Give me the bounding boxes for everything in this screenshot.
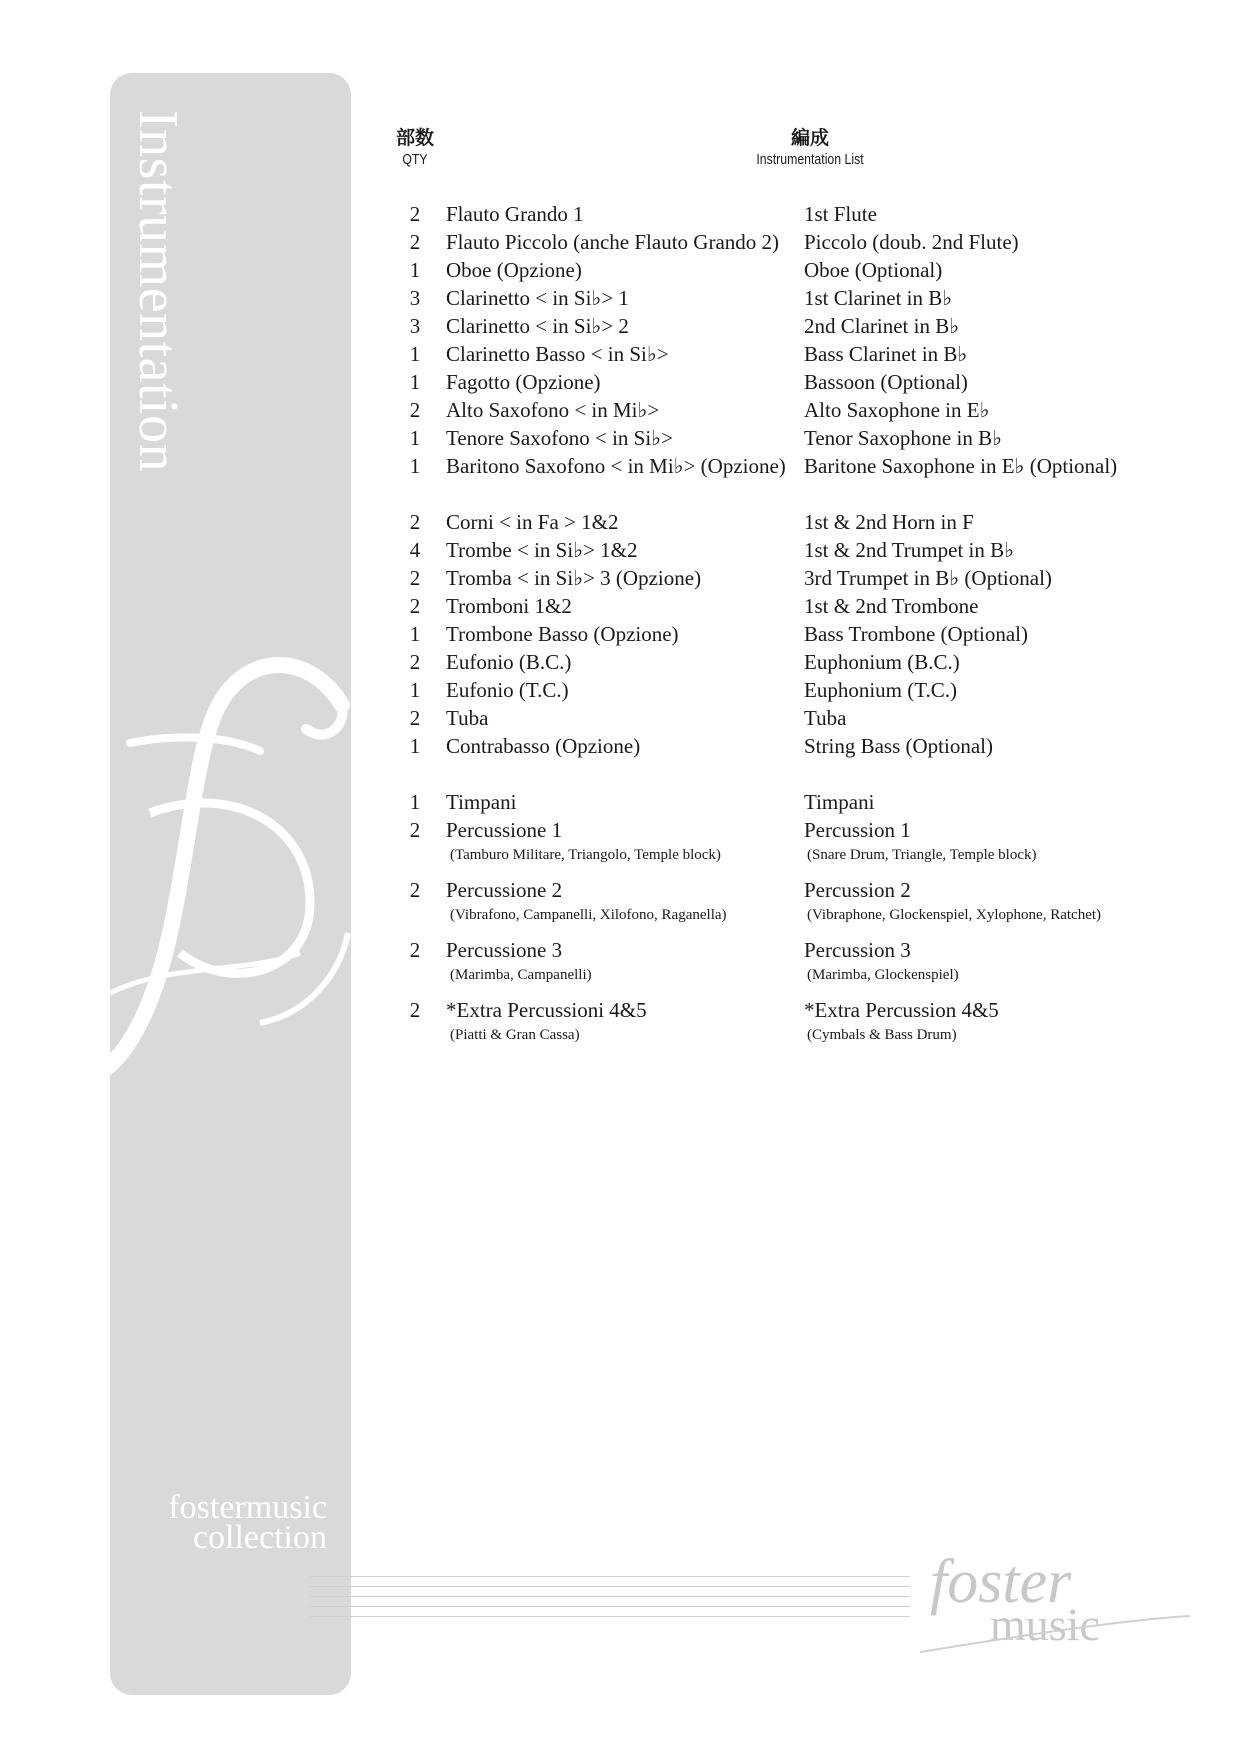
collection-line-1: fostermusic [168,1489,327,1526]
italian-name: Tenore Saxofono < in Si♭> [446,426,673,450]
italian-name: Eufonio (T.C.) [446,678,569,702]
qty-cell: 2 [409,202,421,226]
instrument-row [400,340,1200,368]
english-name: Alto Saxophone in E♭ [804,398,990,422]
collection-label [168,1489,327,1556]
instrument-row [400,312,1200,340]
english-detail: (Cymbals & Bass Drum) [807,1027,957,1043]
instrument-row [400,424,1200,452]
qty-cell: 4 [409,538,421,562]
english-name: Piccolo (doub. 2nd Flute) [804,230,1019,254]
qty-cell: 1 [409,790,421,814]
instrumentation-list [400,200,1200,1052]
instrument-row [400,228,1200,256]
italian-name: Flauto Piccolo (anche Flauto Grando 2) [446,230,780,254]
english-name: Timpani [804,790,875,814]
english-name: 1st & 2nd Horn in F [804,510,974,534]
english-name: 1st & 2nd Trumpet in B♭ [804,538,1015,562]
english-detail: (Vibraphone, Glockenspiel, Xylophone, Ratchet) [807,907,1102,923]
english-name: String Bass (Optional) [804,734,993,758]
italian-name: Clarinetto Basso < in Si♭> [446,342,669,366]
italian-name: Clarinetto < in Si♭> 2 [446,314,629,338]
italian-name: Percussione 2 [446,878,563,902]
italian-name: Trombone Basso (Opzione) [446,622,679,646]
list-header [700,128,920,170]
instrument-row [400,396,1200,424]
english-name: Bassoon (Optional) [804,370,968,394]
italian-name: Contrabasso (Opzione) [446,734,641,758]
instrument-row [400,256,1200,284]
english-name: Percussion 3 [804,938,911,962]
english-name: 2nd Clarinet in B♭ [804,314,960,338]
italian-detail: (Tamburo Militare, Triangolo, Temple block) [450,847,721,863]
instrument-subrow [400,1024,1200,1052]
qty-cell: 1 [409,734,421,758]
qty-cell: 2 [409,230,421,254]
side-title: Instrumentation [127,110,189,473]
list-header-en: Instrumentation List [756,151,864,168]
instrument-row [400,620,1200,648]
qty-cell: 1 [409,370,421,394]
italian-detail: (Piatti & Gran Cassa) [450,1027,580,1043]
qty-cell: 2 [409,878,421,902]
instrument-row [400,996,1200,1024]
qty-header [390,128,440,170]
qty-cell: 2 [409,998,421,1022]
english-name: Tuba [804,706,847,730]
english-name: 1st & 2nd Trombone [804,594,979,618]
italian-name: Tromba < in Si♭> 3 (Opzione) [446,566,702,590]
qty-cell: 2 [409,510,421,534]
english-name: Percussion 1 [804,818,911,842]
italian-name: Alto Saxofono < in Mi♭> [446,398,660,422]
instrument-row [400,564,1200,592]
italian-name: *Extra Percussioni 4&5 [446,998,647,1022]
group-spacer [400,480,1200,508]
instrument-row [400,732,1200,760]
italian-name: Eufonio (B.C.) [446,650,572,674]
qty-cell: 1 [409,678,421,702]
instrument-row [400,284,1200,312]
staff-lines [310,1576,910,1626]
qty-cell: 3 [409,314,421,338]
instrument-row [400,788,1200,816]
qty-cell: 1 [409,622,421,646]
qty-header-jp: 部数 [395,128,434,149]
instrument-row [400,876,1200,904]
qty-header-en: QTY [402,151,428,168]
instrument-row [400,648,1200,676]
italian-name: Tuba [446,706,489,730]
italian-detail: (Marimba, Campanelli) [450,967,592,983]
italian-name: Tromboni 1&2 [446,594,572,618]
italian-name: Corni < in Fa > 1&2 [446,510,619,534]
instrument-row [400,704,1200,732]
italian-name: Percussione 3 [446,938,563,962]
instrument-row [400,816,1200,844]
instrument-row [400,676,1200,704]
logo-word-foster: foster [930,1548,1072,1616]
english-name: 3rd Trumpet in B♭ (Optional) [804,566,1052,590]
qty-cell: 1 [409,258,421,282]
italian-name: Fagotto (Opzione) [446,370,601,394]
qty-cell: 2 [409,650,421,674]
english-name: Bass Trombone (Optional) [804,622,1029,646]
instrument-row [400,508,1200,536]
group-spacer [400,760,1200,788]
english-name: Baritone Saxophone in E♭ (Optional) [804,454,1118,478]
italian-name: Clarinetto < in Si♭> 1 [446,286,629,310]
logo-word-music: music [990,1599,1100,1650]
qty-cell: 2 [409,938,421,962]
instrument-row [400,200,1200,228]
italian-name: Timpani [446,790,517,814]
qty-cell: 2 [409,818,421,842]
english-name: Oboe (Optional) [804,258,943,282]
f-clef-watermark-icon [110,633,351,1093]
english-name: Euphonium (B.C.) [804,650,960,674]
italian-name: Baritono Saxofono < in Mi♭> (Opzione) [446,454,786,478]
instrument-row [400,368,1200,396]
qty-cell: 1 [409,342,421,366]
english-name: Percussion 2 [804,878,911,902]
collection-line-2: collection [192,1519,327,1556]
english-name: *Extra Percussion 4&5 [804,998,999,1022]
qty-cell: 3 [409,286,421,310]
instrument-subrow [400,964,1200,992]
english-name: 1st Clarinet in B♭ [804,286,953,310]
qty-cell: 2 [409,398,421,422]
instrument-row [400,592,1200,620]
italian-name: Percussione 1 [446,818,563,842]
italian-name: Trombe < in Si♭> 1&2 [446,538,638,562]
italian-detail: (Vibrafono, Campanelli, Xilofono, Raganella) [450,907,727,923]
english-detail: (Marimba, Glockenspiel) [807,967,959,983]
english-name: Euphonium (T.C.) [804,678,958,702]
instrument-subrow [400,844,1200,872]
english-name: Tenor Saxophone in B♭ [804,426,1002,450]
qty-cell: 2 [409,706,421,730]
instrument-subrow [400,904,1200,932]
instrument-row [400,936,1200,964]
english-name: 1st Flute [804,202,877,226]
english-detail: (Snare Drum, Triangle, Temple block) [807,847,1037,863]
italian-name: Flauto Grando 1 [446,202,584,226]
foster-music-logo [900,1540,1200,1660]
instrument-row [400,536,1200,564]
instrument-row [400,452,1200,480]
list-header-jp: 編成 [790,128,829,149]
qty-cell: 2 [409,566,421,590]
qty-cell: 2 [409,594,421,618]
qty-cell: 1 [409,454,421,478]
english-name: Bass Clarinet in B♭ [804,342,968,366]
italian-name: Oboe (Opzione) [446,258,582,282]
qty-cell: 1 [409,426,421,450]
